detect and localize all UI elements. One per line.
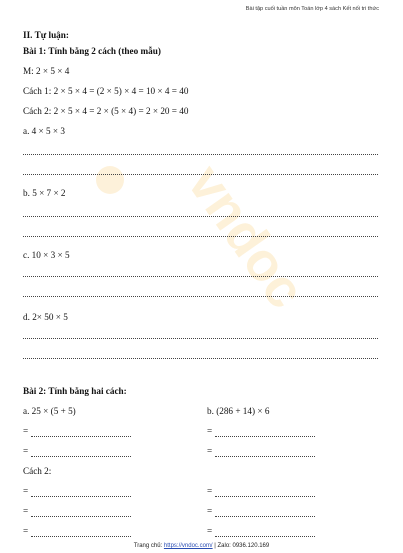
answer-line	[31, 489, 131, 497]
bai1-cach2: Cách 2: 2 × 5 × 4 = 2 × (5 × 4) = 2 × 20 = 40	[23, 106, 189, 116]
answer-row	[23, 506, 131, 517]
page-header: Bài tập cuối tuần môn Toán lớp 4 sách Kết nối tri thức	[245, 6, 379, 12]
bai1-cach1: Cách 1: 2 × 5 × 4 = (2 × 5) × 4 = 10 × 4 = 40	[23, 86, 189, 96]
answer-row	[23, 486, 131, 497]
answer-line	[23, 174, 378, 175]
answer-line	[215, 509, 315, 517]
answer-row	[207, 446, 315, 457]
bai1-example: M: 2 × 5 × 4	[23, 66, 70, 76]
footer-zalo: | Zalo: 0936.120.169	[212, 543, 270, 549]
answer-line	[215, 489, 315, 497]
equals-sign: =	[23, 446, 29, 456]
answer-line	[31, 449, 131, 457]
answer-row	[23, 426, 131, 437]
answer-line	[23, 276, 378, 277]
bai2-item-b: b. (286 + 14) × 6	[207, 406, 270, 416]
answer-line	[31, 529, 131, 537]
section-title: II. Tự luận:	[23, 30, 69, 40]
equals-sign: =	[207, 426, 213, 436]
answer-line	[23, 338, 378, 339]
answer-line	[23, 154, 378, 155]
equals-sign: =	[207, 446, 213, 456]
answer-line	[31, 509, 131, 517]
answer-row	[23, 446, 131, 457]
answer-line	[215, 529, 315, 537]
watermark-text: vndoc	[176, 154, 317, 319]
bai2-cach2: Cách 2:	[23, 466, 52, 476]
bai1-item-b: b. 5 × 7 × 2	[23, 188, 66, 198]
answer-line	[215, 429, 315, 437]
watermark-logo-icon	[96, 166, 124, 194]
bai2-title: Bài 2: Tính bằng hai cách:	[23, 386, 127, 396]
answer-row	[23, 526, 131, 537]
page-footer	[0, 543, 403, 549]
answer-line	[23, 216, 378, 217]
answer-line	[23, 236, 378, 237]
answer-line	[215, 449, 315, 457]
equals-sign: =	[207, 526, 213, 536]
equals-sign: =	[207, 506, 213, 516]
equals-sign: =	[207, 486, 213, 496]
bai1-item-a: a. 4 × 5 × 3	[23, 126, 66, 136]
answer-line	[23, 358, 378, 359]
bai1-item-d: d. 2× 50 × 5	[23, 312, 68, 322]
bai2-item-a: a. 25 × (5 + 5)	[23, 406, 76, 416]
answer-row	[207, 426, 315, 437]
equals-sign: =	[23, 506, 29, 516]
bai1-item-c: c. 10 × 3 × 5	[23, 250, 70, 260]
answer-row	[207, 486, 315, 497]
answer-line	[23, 296, 378, 297]
answer-line	[31, 429, 131, 437]
vndoc-watermark	[70, 150, 370, 380]
answer-row	[207, 526, 315, 537]
answer-row	[207, 506, 315, 517]
equals-sign: =	[23, 526, 29, 536]
equals-sign: =	[23, 426, 29, 436]
bai1-title: Bài 1: Tính bằng 2 cách (theo mẫu)	[23, 46, 161, 56]
footer-prefix: Trang chủ:	[133, 543, 164, 549]
homepage-link[interactable]: https://vndoc.com/	[163, 543, 213, 549]
equals-sign: =	[23, 486, 29, 496]
